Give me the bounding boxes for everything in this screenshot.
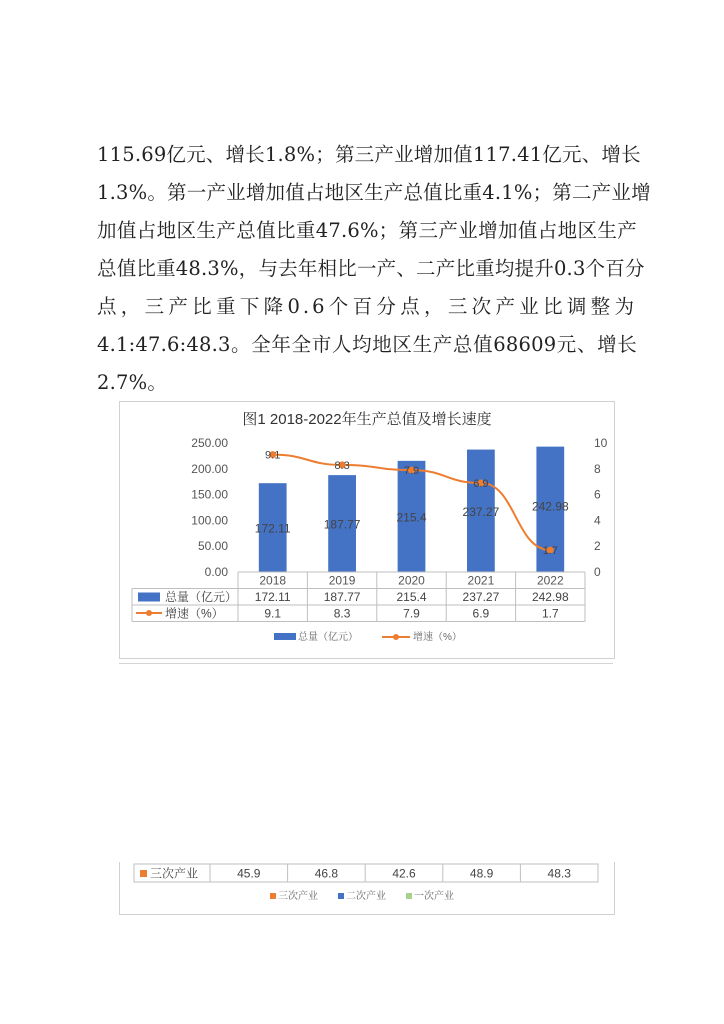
- legend-key-square: [338, 893, 344, 899]
- legend-label: 二次产业: [346, 891, 386, 902]
- legend-key-square: [406, 893, 412, 899]
- paragraph-line: 1.3%。第一产业增加值占地区生产总值比重4.1%；第二产业增: [97, 181, 651, 204]
- legend-key-square: [270, 893, 276, 899]
- y-left-tick-label: 250.00: [191, 436, 228, 450]
- legend-key-square: [140, 870, 147, 877]
- growth-data-label: 8.3: [334, 459, 350, 472]
- legend-key-marker: [393, 634, 399, 640]
- table-cell: 187.77: [323, 590, 361, 604]
- table-cell: 215.4: [396, 590, 427, 604]
- x-tick-label: 2021: [467, 573, 495, 588]
- table-row-label: 增速（%）: [165, 606, 224, 621]
- table-row-label: 总量（亿元）: [165, 590, 238, 604]
- body-paragraph: [97, 136, 651, 402]
- legend-key-bar: [138, 593, 160, 602]
- bar-data-label: 215.4: [396, 510, 427, 525]
- bar-data-label: 187.77: [323, 517, 361, 532]
- paragraph-line: 加值占地区生产总值比重47.6%；第三产业增加值占地区生产: [97, 219, 637, 242]
- table-cell: 42.6: [392, 866, 416, 881]
- table-cell: 6.9: [472, 606, 490, 621]
- table-cell: 48.3: [547, 866, 571, 881]
- legend-label: 一次产业: [414, 891, 454, 902]
- industry-structure-chart: [119, 862, 615, 915]
- bar-data-label: 172.11: [254, 521, 291, 536]
- paragraph-line: 点，三产比重下降0.6个百分点，三次产业比调整为: [97, 295, 637, 318]
- gdp-chart: [119, 401, 615, 659]
- table-cell: 242.98: [531, 590, 569, 604]
- y-right-tick-label: 0: [594, 565, 601, 579]
- table-row-label: 三次产业: [150, 866, 199, 881]
- x-tick-label: 2018: [259, 573, 287, 588]
- y-left-tick-label: 0.00: [204, 565, 228, 579]
- table-cell: 172.11: [254, 590, 291, 604]
- y-right-tick-label: 10: [594, 436, 608, 450]
- y-left-tick-label: 100.00: [191, 513, 228, 528]
- growth-data-label: 6.9: [473, 477, 489, 490]
- paragraph-line: 115.69亿元、增长1.8%；第三产业增加值117.41亿元、增长: [97, 143, 641, 166]
- paragraph-line: 总值比重48.3%，与去年相比一产、二产比重均提升0.3个百分: [97, 257, 645, 280]
- gdp-chart-svg: [120, 402, 614, 658]
- paragraph-line: 2.7%。: [97, 371, 168, 394]
- table-cell: 46.8: [314, 866, 339, 881]
- legend-label: 增速（%）: [413, 632, 462, 643]
- y-right-tick-label: 2: [594, 539, 601, 554]
- bar-data-label: 242.98: [531, 499, 569, 514]
- table-cell: 48.9: [469, 866, 494, 881]
- divider: [119, 663, 613, 664]
- legend-key-marker: [146, 610, 152, 616]
- y-left-tick-label: 200.00: [191, 461, 228, 476]
- table-cell: 8.3: [333, 606, 351, 621]
- table-border: [134, 864, 598, 882]
- paragraph-line: 4.1:47.6:48.3。全年全市人均地区生产总值68609元、增长: [97, 333, 637, 356]
- table-cell: 9.1: [264, 606, 282, 621]
- bar-data-label: 237.27: [462, 504, 500, 519]
- table-cell: 1.7: [541, 606, 559, 621]
- y-right-tick-label: 6: [594, 487, 601, 502]
- table-cell: 45.9: [237, 866, 261, 881]
- table-cell: 237.27: [462, 590, 500, 604]
- industry-structure-svg: [120, 862, 614, 914]
- x-tick-label: 2022: [536, 573, 564, 588]
- y-right-tick-label: 8: [594, 461, 601, 476]
- x-tick-label: 2019: [328, 573, 356, 588]
- y-left-tick-label: 50.00: [197, 539, 228, 554]
- growth-data-label: 1.7: [542, 545, 558, 558]
- y-right-tick-label: 4: [594, 513, 601, 528]
- legend-label: 总量（亿元）: [298, 632, 358, 643]
- growth-data-label: 7.9: [403, 465, 420, 478]
- chart-title: 图1 2018-2022年生产总值及增长速度: [242, 411, 492, 428]
- table-cell: 7.9: [403, 606, 420, 621]
- growth-data-label: 9.1: [265, 449, 281, 462]
- y-left-tick-label: 150.00: [191, 487, 228, 502]
- x-tick-label: 2020: [398, 573, 425, 588]
- legend-label: 三次产业: [278, 891, 318, 902]
- legend-key-bar: [274, 633, 296, 640]
